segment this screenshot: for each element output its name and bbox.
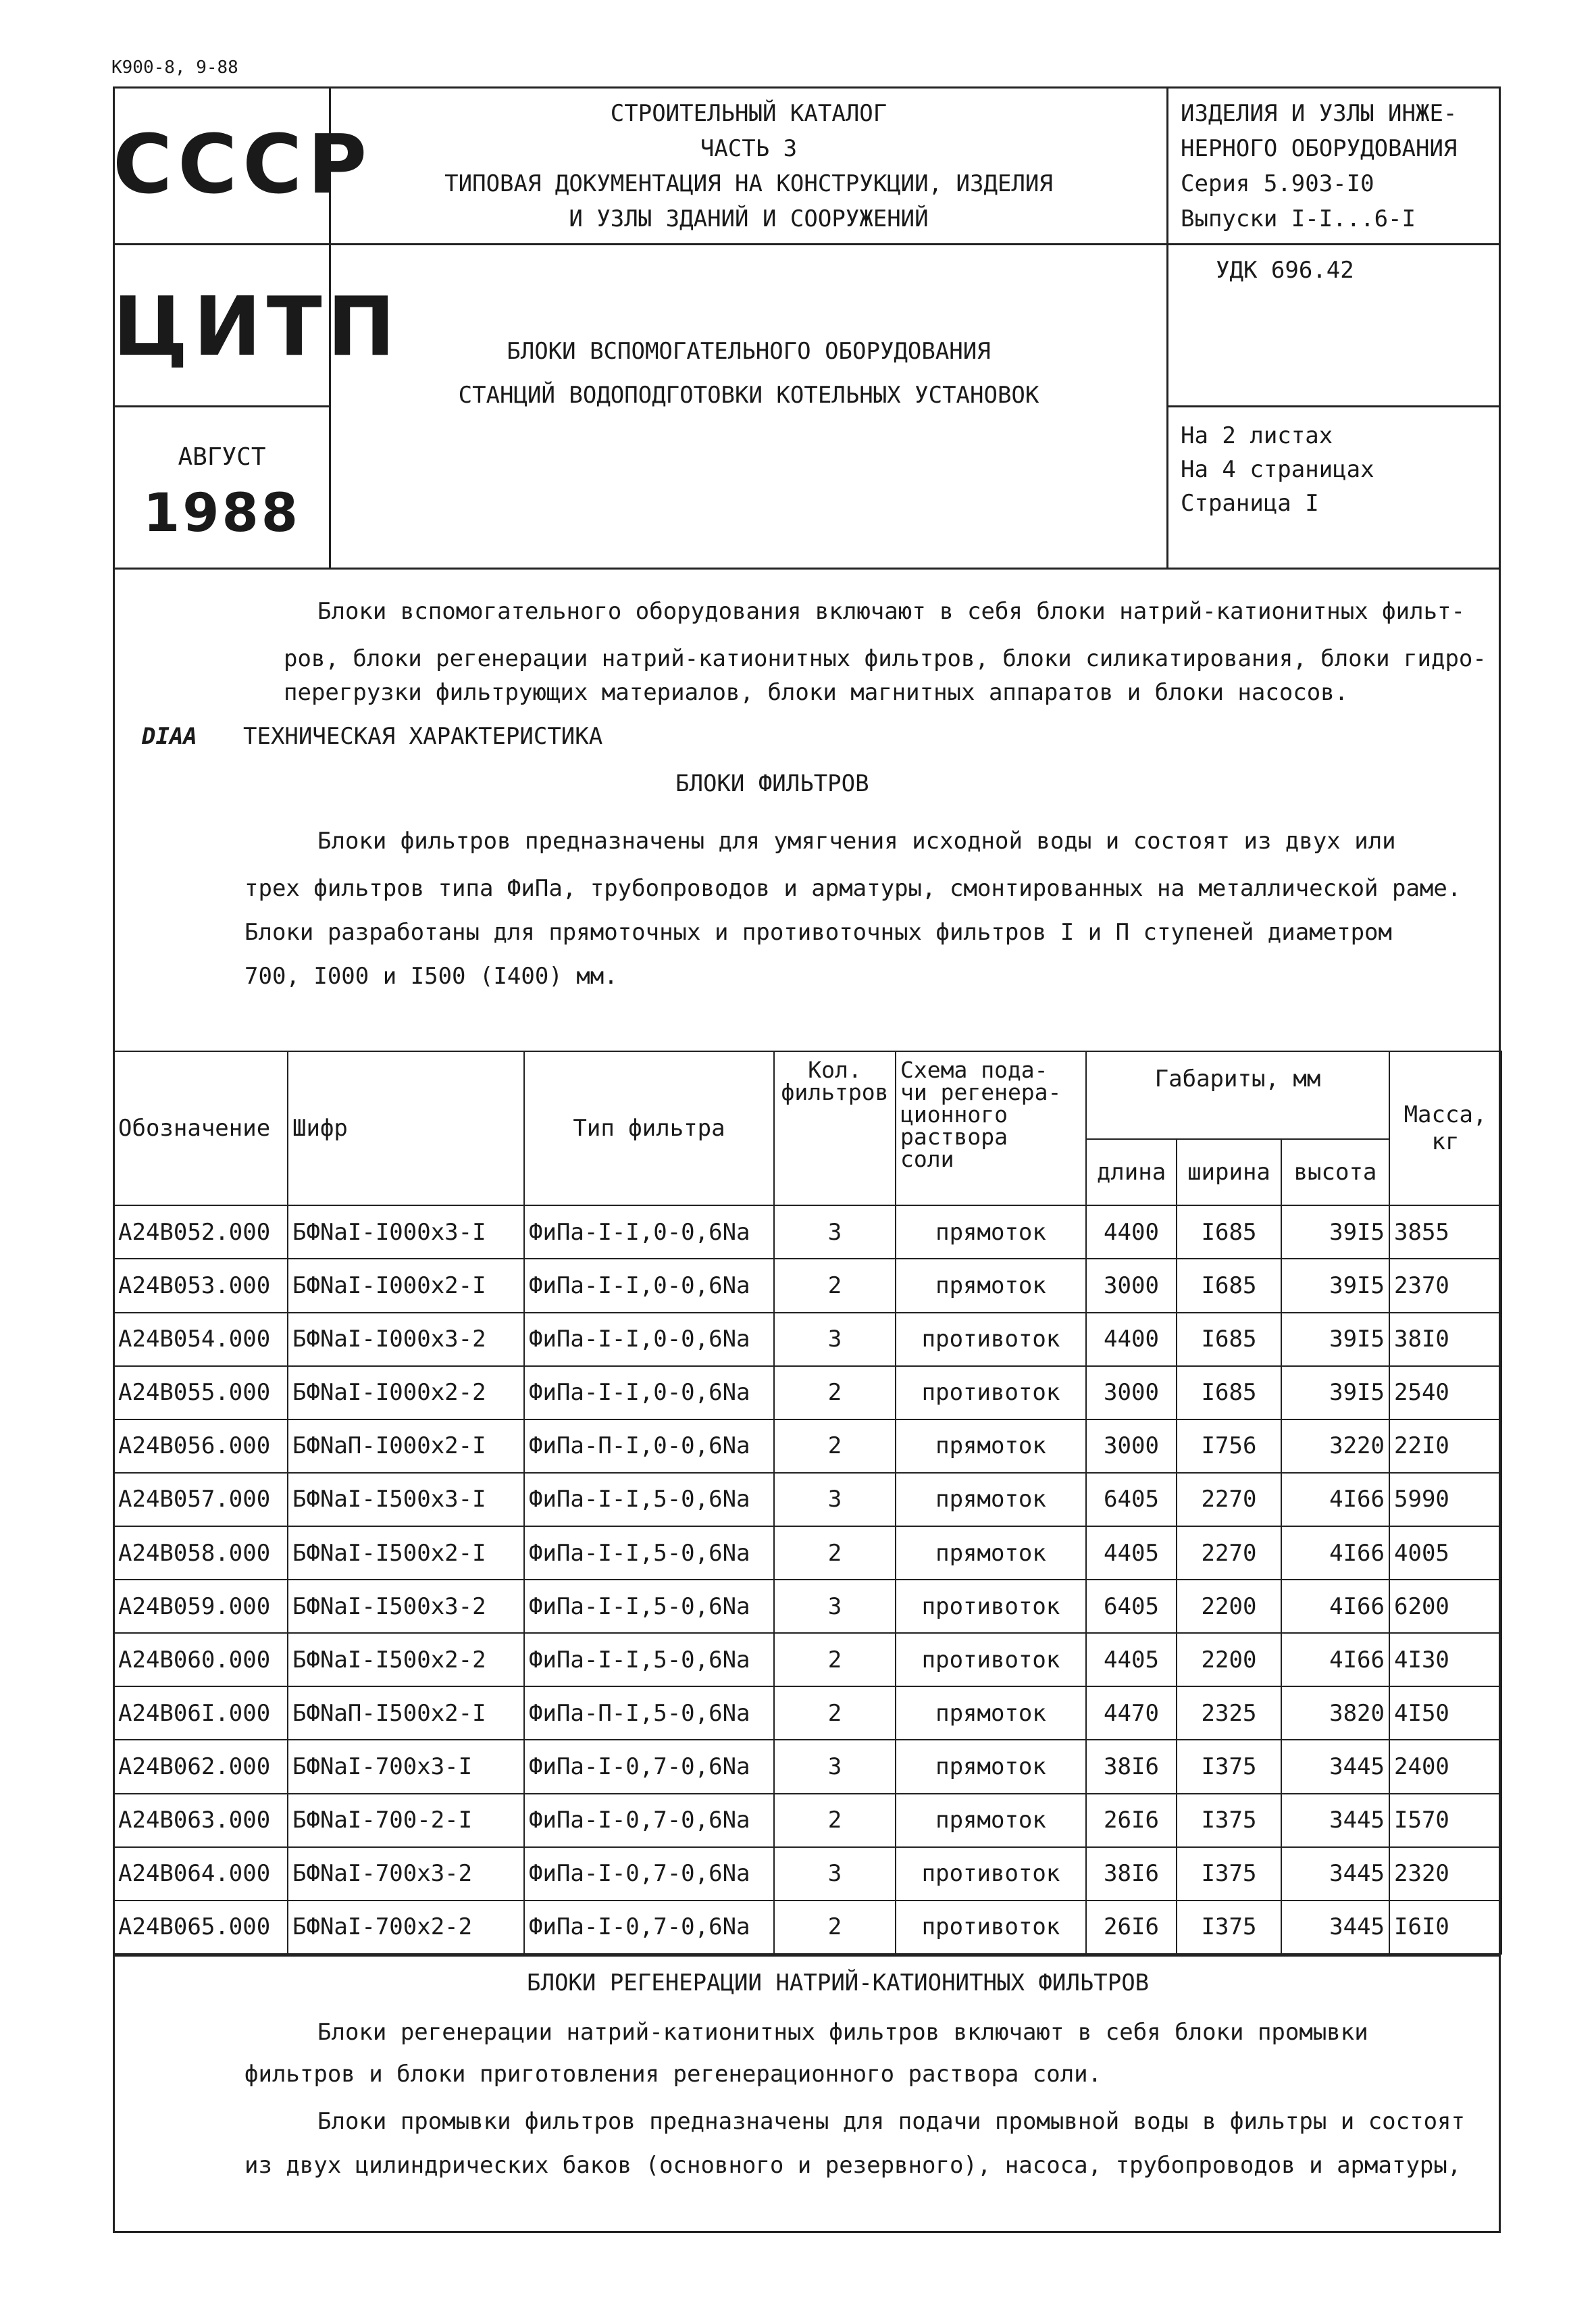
cell-count: 3 [774,1205,896,1259]
sheets-line: На 2 листах [1181,422,1333,449]
cell-width: 2325 [1177,1686,1281,1740]
subsection-title: БЛОКИ ФИЛЬТРОВ [675,770,869,797]
cell-filter-type: ФиПа-I-I,5-0,6Na [524,1526,774,1580]
cell-height: 4I66 [1281,1580,1389,1633]
cell-scheme: противоток [896,1313,1086,1366]
cell-width: 2200 [1177,1580,1281,1633]
text-line: фильтров и блоки приготовления регенерационного раствора соли. [244,2061,1102,2088]
header-scheme-line: раствора [900,1124,1008,1150]
cell-mass: 38I0 [1389,1313,1501,1366]
text-line: трех фильтров типа ФиПа, трубопроводов и арматуры, смонтированных на металлической раме. [244,875,1462,902]
cell-count: 3 [774,1580,896,1633]
cell-code: БФNaI-700x3-2 [288,1847,524,1901]
cell-code: БФNaI-I000x2-2 [288,1366,524,1419]
table-row [113,1259,1501,1312]
text-line: Блоки регенерации натрий-катионитных фильтров включают в себя блоки промывки [317,2019,1368,2046]
catalog-line: СТРОИТЕЛЬНЫЙ КАТАЛОГ [610,100,887,127]
cell-mass: 2370 [1389,1259,1501,1312]
text-line: перегрузки фильтрующих материалов, блоки магнитных аппаратов и блоки насосов. [284,679,1349,706]
cell-code: БФNaI-700x3-I [288,1740,524,1793]
cell-designation: A24B058.000 [113,1526,288,1580]
catalog-line: ЧАСТЬ 3 [700,135,798,162]
header-designation: Обозначение [113,1051,288,1205]
cell-width: 2270 [1177,1526,1281,1580]
cell-length: 38I6 [1086,1847,1177,1901]
document-reference: К900-8, 9-88 [111,57,238,78]
cell-designation: A24B054.000 [113,1313,288,1366]
header-mass-line: Масса, [1404,1101,1487,1129]
cell-mass: 22I0 [1389,1419,1501,1473]
country-label: СССР [113,118,373,212]
cell-filter-type: ФиПа-I-I,0-0,6Na [524,1259,774,1312]
cell-designation: A24B064.000 [113,1847,288,1901]
cell-height: 39I5 [1281,1313,1389,1366]
cell-scheme: противоток [896,1366,1086,1419]
cell-mass: 5990 [1389,1473,1501,1526]
cell-filter-type: ФиПа-I-0,7-0,6Na [524,1901,774,1954]
cell-mass: I570 [1389,1794,1501,1847]
cell-designation: A24B063.000 [113,1794,288,1847]
cell-designation: A24B065.000 [113,1901,288,1954]
cell-count: 3 [774,1847,896,1901]
sheets-line: На 4 страницах [1181,456,1374,483]
header-dimensions: Габариты, мм [1086,1051,1389,1139]
cell-scheme: прямоток [896,1205,1086,1259]
org-label: ЦИТП [113,280,401,374]
filter-blocks-table [113,1051,1502,1955]
cell-mass: 2320 [1389,1847,1501,1901]
header-width: ширина [1177,1139,1281,1205]
header-scheme-line: Схема пода- [900,1057,1048,1083]
cell-designation: A24B055.000 [113,1366,288,1419]
cell-height: 3445 [1281,1847,1389,1901]
table-row [113,1633,1501,1686]
cell-width: I685 [1177,1313,1281,1366]
cell-height: 3445 [1281,1901,1389,1954]
cell-length: 3000 [1086,1259,1177,1312]
cell-filter-type: ФиПа-I-I,0-0,6Na [524,1366,774,1419]
cell-designation: A24B059.000 [113,1580,288,1633]
cell-height: 4I66 [1281,1473,1389,1526]
cell-width: 2200 [1177,1633,1281,1686]
cell-width: I375 [1177,1901,1281,1954]
cell-scheme: прямоток [896,1526,1086,1580]
cell-count: 2 [774,1794,896,1847]
header-mass [1389,1051,1501,1205]
cell-filter-type: ФиПа-П-I,5-0,6Na [524,1686,774,1740]
cell-scheme: прямоток [896,1794,1086,1847]
header-scheme-line: ционного [900,1101,1008,1128]
cell-scheme: противоток [896,1580,1086,1633]
cell-height: 3445 [1281,1740,1389,1793]
cell-width: I375 [1177,1794,1281,1847]
cell-scheme: противоток [896,1633,1086,1686]
cell-width: I685 [1177,1205,1281,1259]
cell-length: 6405 [1086,1473,1177,1526]
cell-scheme: прямоток [896,1686,1086,1740]
table-row [113,1686,1501,1740]
cell-width: I375 [1177,1740,1281,1793]
cell-scheme: прямоток [896,1740,1086,1793]
cell-count: 3 [774,1313,896,1366]
cell-scheme: противоток [896,1847,1086,1901]
cell-height: 4I66 [1281,1633,1389,1686]
header-count [774,1051,896,1205]
text-line: из двух цилиндрических баков (основного и резервного), насоса, трубопроводов и арматуры, [244,2152,1462,2179]
cell-height: 39I5 [1281,1259,1389,1312]
text-line: Блоки фильтров предназначены для умягчения исходной воды и состоят из двух или [317,828,1396,855]
table-row [113,1205,1501,1259]
cell-designation: A24B062.000 [113,1740,288,1793]
cell-filter-type: ФиПа-I-I,0-0,6Na [524,1205,774,1259]
month-label: АВГУСТ [178,443,266,471]
table-row [113,1794,1501,1847]
catalog-line: ТИПОВАЯ ДОКУМЕНТАЦИЯ НА КОНСТРУКЦИИ, ИЗДЕЛИЯ [444,170,1053,197]
text-line: 700, I000 и I500 (I400) мм. [244,963,618,990]
cell-code: БФNaП-I500x2-I [288,1686,524,1740]
text-line: Блоки вспомогательного оборудования включают в себя блоки натрий-катионитных фильт- [317,598,1465,625]
table-row [113,1419,1501,1473]
cell-length: 4405 [1086,1526,1177,1580]
series-line: НЕРНОГО ОБОРУДОВАНИЯ [1181,135,1458,162]
table-row [113,1847,1501,1901]
udk-label: УДК 696.42 [1216,257,1354,284]
cell-length: 38I6 [1086,1740,1177,1793]
cell-code: БФNaП-I000x2-I [288,1419,524,1473]
cell-code: БФNaI-I000x3-2 [288,1313,524,1366]
header-length: длина [1086,1139,1177,1205]
cell-length: 26I6 [1086,1794,1177,1847]
cell-filter-type: ФиПа-I-I,5-0,6Na [524,1473,774,1526]
cell-code: БФNaI-700-2-I [288,1794,524,1847]
cell-length: 4400 [1086,1313,1177,1366]
cell-designation: A24B057.000 [113,1473,288,1526]
title-line: СТАНЦИЙ ВОДОПОДГОТОВКИ КОТЕЛЬНЫХ УСТАНОВОК [458,382,1039,409]
cell-filter-type: ФиПа-I-I,5-0,6Na [524,1580,774,1633]
cell-count: 2 [774,1686,896,1740]
cell-code: БФNaI-I500x3-I [288,1473,524,1526]
series-line: Выпуски I-I...6-I [1181,205,1416,232]
cell-width: I375 [1177,1847,1281,1901]
cell-count: 2 [774,1366,896,1419]
table-row [113,1526,1501,1580]
header-count-line: Кол. [808,1057,862,1083]
cell-designation: A24B06I.000 [113,1686,288,1740]
cell-code: БФNaI-700x2-2 [288,1901,524,1954]
cell-height: 39I5 [1281,1366,1389,1419]
regen-title: БЛОКИ РЕГЕНЕРАЦИИ НАТРИЙ-КАТИОНИТНЫХ ФИЛЬТРОВ [527,1969,1150,1996]
cell-count: 2 [774,1526,896,1580]
cell-scheme: прямоток [896,1259,1086,1312]
cell-height: 3445 [1281,1794,1389,1847]
cell-code: БФNaI-I500x2-2 [288,1633,524,1686]
cell-mass: 4I50 [1389,1686,1501,1740]
cell-mass: 2540 [1389,1366,1501,1419]
header-scheme-line: чи регенера- [900,1079,1062,1105]
cell-scheme: противоток [896,1901,1086,1954]
cell-length: 26I6 [1086,1901,1177,1954]
cell-count: 3 [774,1740,896,1793]
cell-designation: A24B053.000 [113,1259,288,1312]
cell-count: 2 [774,1419,896,1473]
header-filter-type: Тип фильтра [524,1051,774,1205]
table-row [113,1313,1501,1366]
cell-filter-type: ФиПа-П-I,0-0,6Na [524,1419,774,1473]
cell-mass: I6I0 [1389,1901,1501,1954]
cell-height: 4I66 [1281,1526,1389,1580]
cell-length: 6405 [1086,1580,1177,1633]
cell-mass: 4005 [1389,1526,1501,1580]
header-height: высота [1281,1139,1389,1205]
cell-height: 3820 [1281,1686,1389,1740]
cell-mass: 6200 [1389,1580,1501,1633]
table-body [113,1205,1501,1954]
cell-code: БФNaI-I000x2-I [288,1259,524,1312]
cell-code: БФNaI-I500x3-2 [288,1580,524,1633]
sheets-line: Страница I [1181,490,1319,517]
table-row [113,1473,1501,1526]
cell-designation: A24B052.000 [113,1205,288,1259]
cell-mass: 3855 [1389,1205,1501,1259]
header-mass-line: кг [1431,1128,1460,1156]
cell-length: 3000 [1086,1366,1177,1419]
cell-width: I756 [1177,1419,1281,1473]
cell-designation: A24B056.000 [113,1419,288,1473]
cell-length: 4470 [1086,1686,1177,1740]
cell-count: 2 [774,1901,896,1954]
cell-filter-type: ФиПа-I-0,7-0,6Na [524,1847,774,1901]
cell-scheme: прямоток [896,1473,1086,1526]
header-count-line: фильтров [781,1079,889,1105]
cell-width: I685 [1177,1366,1281,1419]
cell-width: 2270 [1177,1473,1281,1526]
catalog-line: И УЗЛЫ ЗДАНИЙ И СООРУЖЕНИЙ [569,205,929,232]
cell-height: 39I5 [1281,1205,1389,1259]
cell-length: 4400 [1086,1205,1177,1259]
cell-count: 2 [774,1259,896,1312]
cell-count: 3 [774,1473,896,1526]
table-row [113,1580,1501,1633]
text-line: Блоки промывки фильтров предназначены для подачи промывной воды в фильтры и состоят [317,2108,1465,2135]
series-line: Серия 5.903-I0 [1181,170,1374,197]
text-line: Блоки разработаны для прямоточных и противоточных фильтров I и П ступеней диаметром [244,919,1392,946]
cell-width: I685 [1177,1259,1281,1312]
cell-code: БФNaI-I500x2-I [288,1526,524,1580]
table-row [113,1366,1501,1419]
margin-code: DIAA [142,723,197,750]
cell-filter-type: ФиПа-I-0,7-0,6Na [524,1740,774,1793]
cell-code: БФNaI-I000x3-I [288,1205,524,1259]
cell-count: 2 [774,1633,896,1686]
text-line: ров, блоки регенерации натрий-катионитных фильтров, блоки силикатирования, блоки гидро- [284,645,1487,672]
table-header-row [113,1051,1501,1139]
cell-filter-type: ФиПа-I-I,5-0,6Na [524,1633,774,1686]
table-row [113,1740,1501,1793]
series-line: ИЗДЕЛИЯ И УЗЛЫ ИНЖЕ- [1181,100,1458,127]
header-code: Шифр [288,1051,524,1205]
table-row [113,1901,1501,1954]
header-scheme-line: соли [900,1146,954,1172]
cell-designation: A24B060.000 [113,1633,288,1686]
title-line: БЛОКИ ВСПОМОГАТЕЛЬНОГО ОБОРУДОВАНИЯ [507,338,991,365]
header-scheme [896,1051,1086,1205]
cell-filter-type: ФиПа-I-0,7-0,6Na [524,1794,774,1847]
year-label: 1988 [143,483,301,544]
cell-mass: 2400 [1389,1740,1501,1793]
cell-scheme: прямоток [896,1419,1086,1473]
cell-length: 4405 [1086,1633,1177,1686]
cell-height: 3220 [1281,1419,1389,1473]
cell-filter-type: ФиПа-I-I,0-0,6Na [524,1313,774,1366]
cell-mass: 4I30 [1389,1633,1501,1686]
section-title: ТЕХНИЧЕСКАЯ ХАРАКТЕРИСТИКА [243,723,603,750]
cell-length: 3000 [1086,1419,1177,1473]
